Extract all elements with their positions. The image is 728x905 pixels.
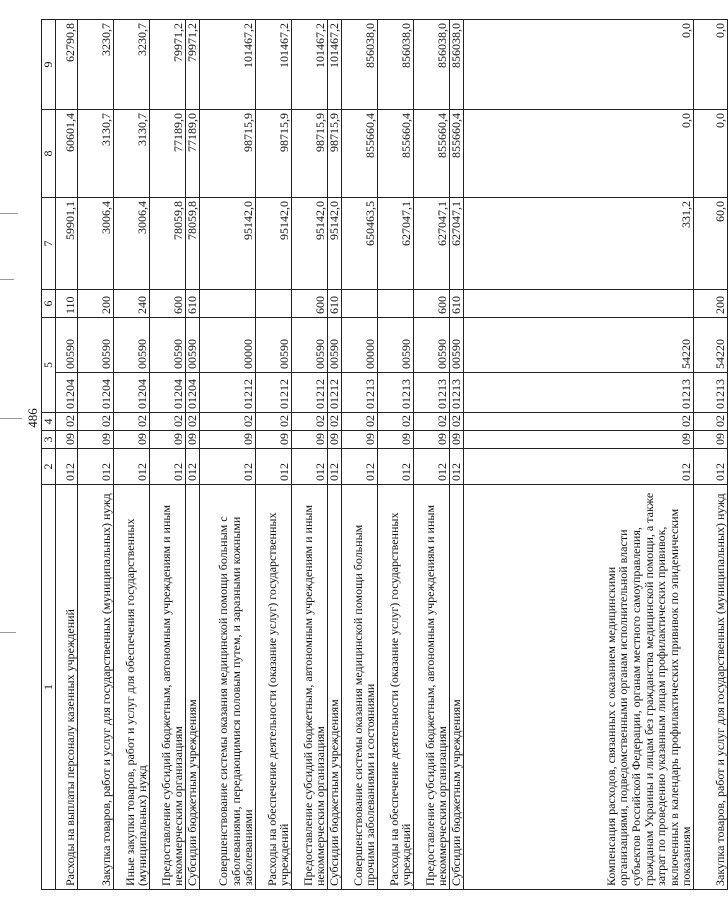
cell-code-section: 09 (328, 431, 342, 449)
cell-code-section: 09 (378, 431, 414, 449)
cell-code-expense-type: 600 (414, 290, 450, 318)
column-header: 8 (42, 110, 56, 198)
row-description: Закупка товаров, работ и услуг для государственных (муниципальных) нужд (78, 485, 114, 890)
cell-amount-col9: 856038,0 (378, 20, 414, 110)
scan-mark (0, 632, 16, 633)
table-row (328, 20, 342, 890)
cell-code-target-2: 00590 (378, 318, 414, 373)
page-number: 486 (25, 408, 40, 428)
cell-code-subsection: 02 (378, 413, 414, 431)
cell-amount-col9: 856038,0 (414, 20, 450, 110)
cell-amount-col7: 60,0 (694, 198, 728, 290)
cell-code-admin: 012 (292, 449, 328, 485)
table-row (200, 20, 256, 890)
row-description: Иные закупки товаров, работ и услуг для обеспечения государственных (муниципальных) нужд (114, 485, 150, 890)
cell-amount-col8: 0,0 (694, 110, 728, 198)
cell-code-target-2: 00590 (56, 318, 78, 373)
table-row (186, 20, 200, 890)
cell-amount-col8: 77189,0 (150, 110, 186, 198)
cell-code-target-2: 00590 (114, 318, 150, 373)
cell-amount-col8: 60601,4 (56, 110, 78, 198)
cell-amount-col8: 98715,9 (328, 110, 342, 198)
cell-amount-col8: 98715,9 (256, 110, 292, 198)
row-description: Предоставление субсидий бюджетным, автономным учреждениям и иным некоммерческим организациям (414, 485, 450, 890)
cell-code-target-1: 01204 (114, 373, 150, 413)
cell-code-target-1: 01213 (414, 373, 450, 413)
cell-code-subsection: 02 (342, 413, 378, 431)
cell-amount-col7: 627047,1 (378, 198, 414, 290)
row-description: Совершенствование системы оказания медицинской помощи больным с заболеваниями, передающимися половым путем, и заразными кожными заболеваниями (200, 485, 256, 890)
column-header: 9 (42, 20, 56, 110)
scan-mark (0, 418, 22, 419)
cell-amount-col7: 650463,5 (342, 198, 378, 290)
cell-amount-col7: 627047,1 (450, 198, 464, 290)
cell-amount-col9: 856038,0 (450, 20, 464, 110)
cell-code-target-2: 54220 (694, 318, 728, 373)
cell-code-subsection: 02 (256, 413, 292, 431)
cell-amount-col8: 98715,9 (292, 110, 328, 198)
cell-amount-col7: 78059,8 (186, 198, 200, 290)
cell-amount-col9: 101467,2 (200, 20, 256, 110)
cell-amount-col7: 3006,4 (78, 198, 114, 290)
cell-code-admin: 012 (464, 449, 694, 485)
cell-amount-col9: 0,0 (464, 20, 694, 110)
cell-code-expense-type: 600 (150, 290, 186, 318)
cell-code-target-1: 01212 (200, 373, 256, 413)
table-row (450, 20, 464, 890)
cell-amount-col8: 855660,4 (414, 110, 450, 198)
cell-code-section: 09 (150, 431, 186, 449)
cell-code-section: 09 (56, 431, 78, 449)
column-header: 1 (42, 485, 56, 890)
table-row (694, 20, 728, 890)
rotated-table-container (41, 20, 728, 890)
cell-code-subsection: 02 (328, 413, 342, 431)
cell-code-expense-type (342, 290, 378, 318)
row-description: Совершенствование системы оказания медицинской помощи больным прочими заболеваниями и состояниями (342, 485, 378, 890)
cell-code-admin: 012 (694, 449, 728, 485)
cell-code-target-1: 01213 (464, 373, 694, 413)
cell-code-subsection: 02 (114, 413, 150, 431)
table-body (42, 20, 728, 890)
cell-amount-col9: 3230,7 (114, 20, 150, 110)
cell-code-target-2: 00590 (328, 318, 342, 373)
cell-code-subsection: 02 (186, 413, 200, 431)
cell-code-section: 09 (200, 431, 256, 449)
cell-amount-col7: 95142,0 (292, 198, 328, 290)
cell-code-target-1: 01213 (342, 373, 378, 413)
cell-code-section: 09 (78, 431, 114, 449)
cell-code-admin: 012 (328, 449, 342, 485)
cell-code-expense-type: 610 (186, 290, 200, 318)
cell-code-target-1: 01212 (328, 373, 342, 413)
row-description: Расходы на обеспечение деятельности (оказание услуг) государственных учреждений (256, 485, 292, 890)
cell-amount-col7: 95142,0 (328, 198, 342, 290)
cell-code-target-1: 01213 (378, 373, 414, 413)
cell-code-target-2: 00000 (342, 318, 378, 373)
cell-code-expense-type: 200 (78, 290, 114, 318)
cell-amount-col8: 855660,4 (342, 110, 378, 198)
cell-amount-col9: 3230,7 (78, 20, 114, 110)
cell-code-expense-type: 610 (450, 290, 464, 318)
cell-code-expense-type: 200 (694, 290, 728, 318)
cell-amount-col8: 98715,9 (200, 110, 256, 198)
table-row (256, 20, 292, 890)
row-description: Субсидии бюджетным учреждениям (328, 485, 342, 890)
cell-code-expense-type (464, 290, 694, 318)
column-header: 4 (42, 413, 56, 431)
cell-code-expense-type: 600 (292, 290, 328, 318)
cell-amount-col9: 0,0 (694, 20, 728, 110)
table-row (414, 20, 450, 890)
cell-code-target-2: 00590 (414, 318, 450, 373)
column-header: 3 (42, 431, 56, 449)
cell-code-target-2: 00590 (78, 318, 114, 373)
cell-amount-col8: 855660,4 (450, 110, 464, 198)
cell-amount-col8: 77189,0 (186, 110, 200, 198)
row-description: Субсидии бюджетным учреждениям (450, 485, 464, 890)
cell-code-admin: 012 (256, 449, 292, 485)
cell-code-section: 09 (186, 431, 200, 449)
cell-code-subsection: 02 (450, 413, 464, 431)
cell-code-section: 09 (450, 431, 464, 449)
table-row (150, 20, 186, 890)
cell-code-subsection: 02 (200, 413, 256, 431)
column-header: 5 (42, 318, 56, 413)
cell-amount-col8: 0,0 (464, 110, 694, 198)
row-description: Расходы на выплаты персоналу казенных учреждений (56, 485, 78, 890)
cell-code-admin: 012 (150, 449, 186, 485)
row-description: Компенсация расходов, связанных с оказанием медицинскими организациями, подведомственными органам исполнительной власти субъектов Российской Федерации, органам местного самоуправления, гражданам Украины и лицам без гражданства медицинской помощи, а также затрат по проведению указанным лицам профилактических прививок, включенных в календарь профилактических прививок по эпидемическим показаниям (464, 485, 694, 890)
cell-code-subsection: 02 (414, 413, 450, 431)
cell-code-section: 09 (414, 431, 450, 449)
cell-code-expense-type (256, 290, 292, 318)
cell-code-subsection: 02 (56, 413, 78, 431)
cell-amount-col9: 62790,8 (56, 20, 78, 110)
cell-code-target-1: 01213 (694, 373, 728, 413)
cell-code-target-2: 00590 (186, 318, 200, 373)
cell-code-expense-type: 110 (56, 290, 78, 318)
table-row (292, 20, 328, 890)
cell-code-subsection: 02 (150, 413, 186, 431)
row-description: Предоставление субсидий бюджетным, автономным учреждениям и иным некоммерческим организациям (150, 485, 186, 890)
cell-code-target-1: 01204 (78, 373, 114, 413)
cell-amount-col7: 331,2 (464, 198, 694, 290)
cell-code-admin: 012 (378, 449, 414, 485)
cell-amount-col8: 3130,7 (114, 110, 150, 198)
table-row (114, 20, 150, 890)
cell-code-admin: 012 (200, 449, 256, 485)
cell-code-admin: 012 (342, 449, 378, 485)
cell-amount-col9: 101467,2 (292, 20, 328, 110)
cell-code-target-2: 00000 (200, 318, 256, 373)
row-description: Субсидии бюджетным учреждениям (186, 485, 200, 890)
table-row (342, 20, 378, 890)
cell-code-admin: 012 (114, 449, 150, 485)
cell-code-target-2: 54220 (464, 318, 694, 373)
cell-code-section: 09 (694, 431, 728, 449)
cell-code-target-2: 00590 (450, 318, 464, 373)
cell-code-section: 09 (114, 431, 150, 449)
cell-amount-col9: 79971,2 (186, 20, 200, 110)
cell-amount-col9: 856038,0 (342, 20, 378, 110)
cell-code-subsection: 02 (292, 413, 328, 431)
column-header: 6 (42, 290, 56, 318)
cell-code-admin: 012 (78, 449, 114, 485)
cell-code-target-2: 00590 (256, 318, 292, 373)
cell-code-admin: 012 (56, 449, 78, 485)
row-description: Закупка товаров, работ и услуг для государственных (муниципальных) нужд (694, 485, 728, 890)
cell-code-target-2: 00590 (292, 318, 328, 373)
cell-code-section: 09 (342, 431, 378, 449)
cell-code-section: 09 (292, 431, 328, 449)
cell-amount-col7: 3006,4 (114, 198, 150, 290)
table-row (78, 20, 114, 890)
cell-code-target-2: 00590 (150, 318, 186, 373)
scan-mark (0, 213, 18, 214)
budget-table (41, 19, 728, 890)
column-header: 7 (42, 198, 56, 290)
cell-code-subsection: 02 (78, 413, 114, 431)
cell-amount-col8: 3130,7 (78, 110, 114, 198)
cell-amount-col9: 101467,2 (256, 20, 292, 110)
cell-amount-col7: 95142,0 (256, 198, 292, 290)
cell-code-target-1: 01212 (256, 373, 292, 413)
table-row (378, 20, 414, 890)
table-row (56, 20, 78, 890)
cell-code-subsection: 02 (694, 413, 728, 431)
cell-code-target-1: 01213 (450, 373, 464, 413)
cell-amount-col8: 855660,4 (378, 110, 414, 198)
row-description: Расходы на обеспечение деятельности (оказание услуг) государственных учреждений (378, 485, 414, 890)
cell-code-admin: 012 (450, 449, 464, 485)
cell-amount-col7: 95142,0 (200, 198, 256, 290)
cell-amount-col7: 59901,1 (56, 198, 78, 290)
cell-code-expense-type (200, 290, 256, 318)
column-header: 2 (42, 449, 56, 485)
cell-amount-col7: 627047,1 (414, 198, 450, 290)
cell-code-section: 09 (464, 431, 694, 449)
cell-code-expense-type: 610 (328, 290, 342, 318)
cell-code-expense-type: 240 (114, 290, 150, 318)
cell-code-admin: 012 (414, 449, 450, 485)
cell-code-expense-type (378, 290, 414, 318)
header-row (42, 20, 56, 890)
cell-code-admin: 012 (186, 449, 200, 485)
cell-code-target-1: 01204 (186, 373, 200, 413)
cell-code-target-1: 01204 (150, 373, 186, 413)
table-row (464, 20, 694, 890)
row-description: Предоставление субсидий бюджетным, автономным учреждениям и иным некоммерческим организациям (292, 485, 328, 890)
cell-amount-col9: 79971,2 (150, 20, 186, 110)
cell-amount-col7: 78059,8 (150, 198, 186, 290)
scan-mark (0, 279, 14, 280)
cell-amount-col9: 101467,2 (328, 20, 342, 110)
cell-code-target-1: 01204 (56, 373, 78, 413)
cell-code-target-1: 01212 (292, 373, 328, 413)
cell-code-subsection: 02 (464, 413, 694, 431)
cell-code-section: 09 (256, 431, 292, 449)
